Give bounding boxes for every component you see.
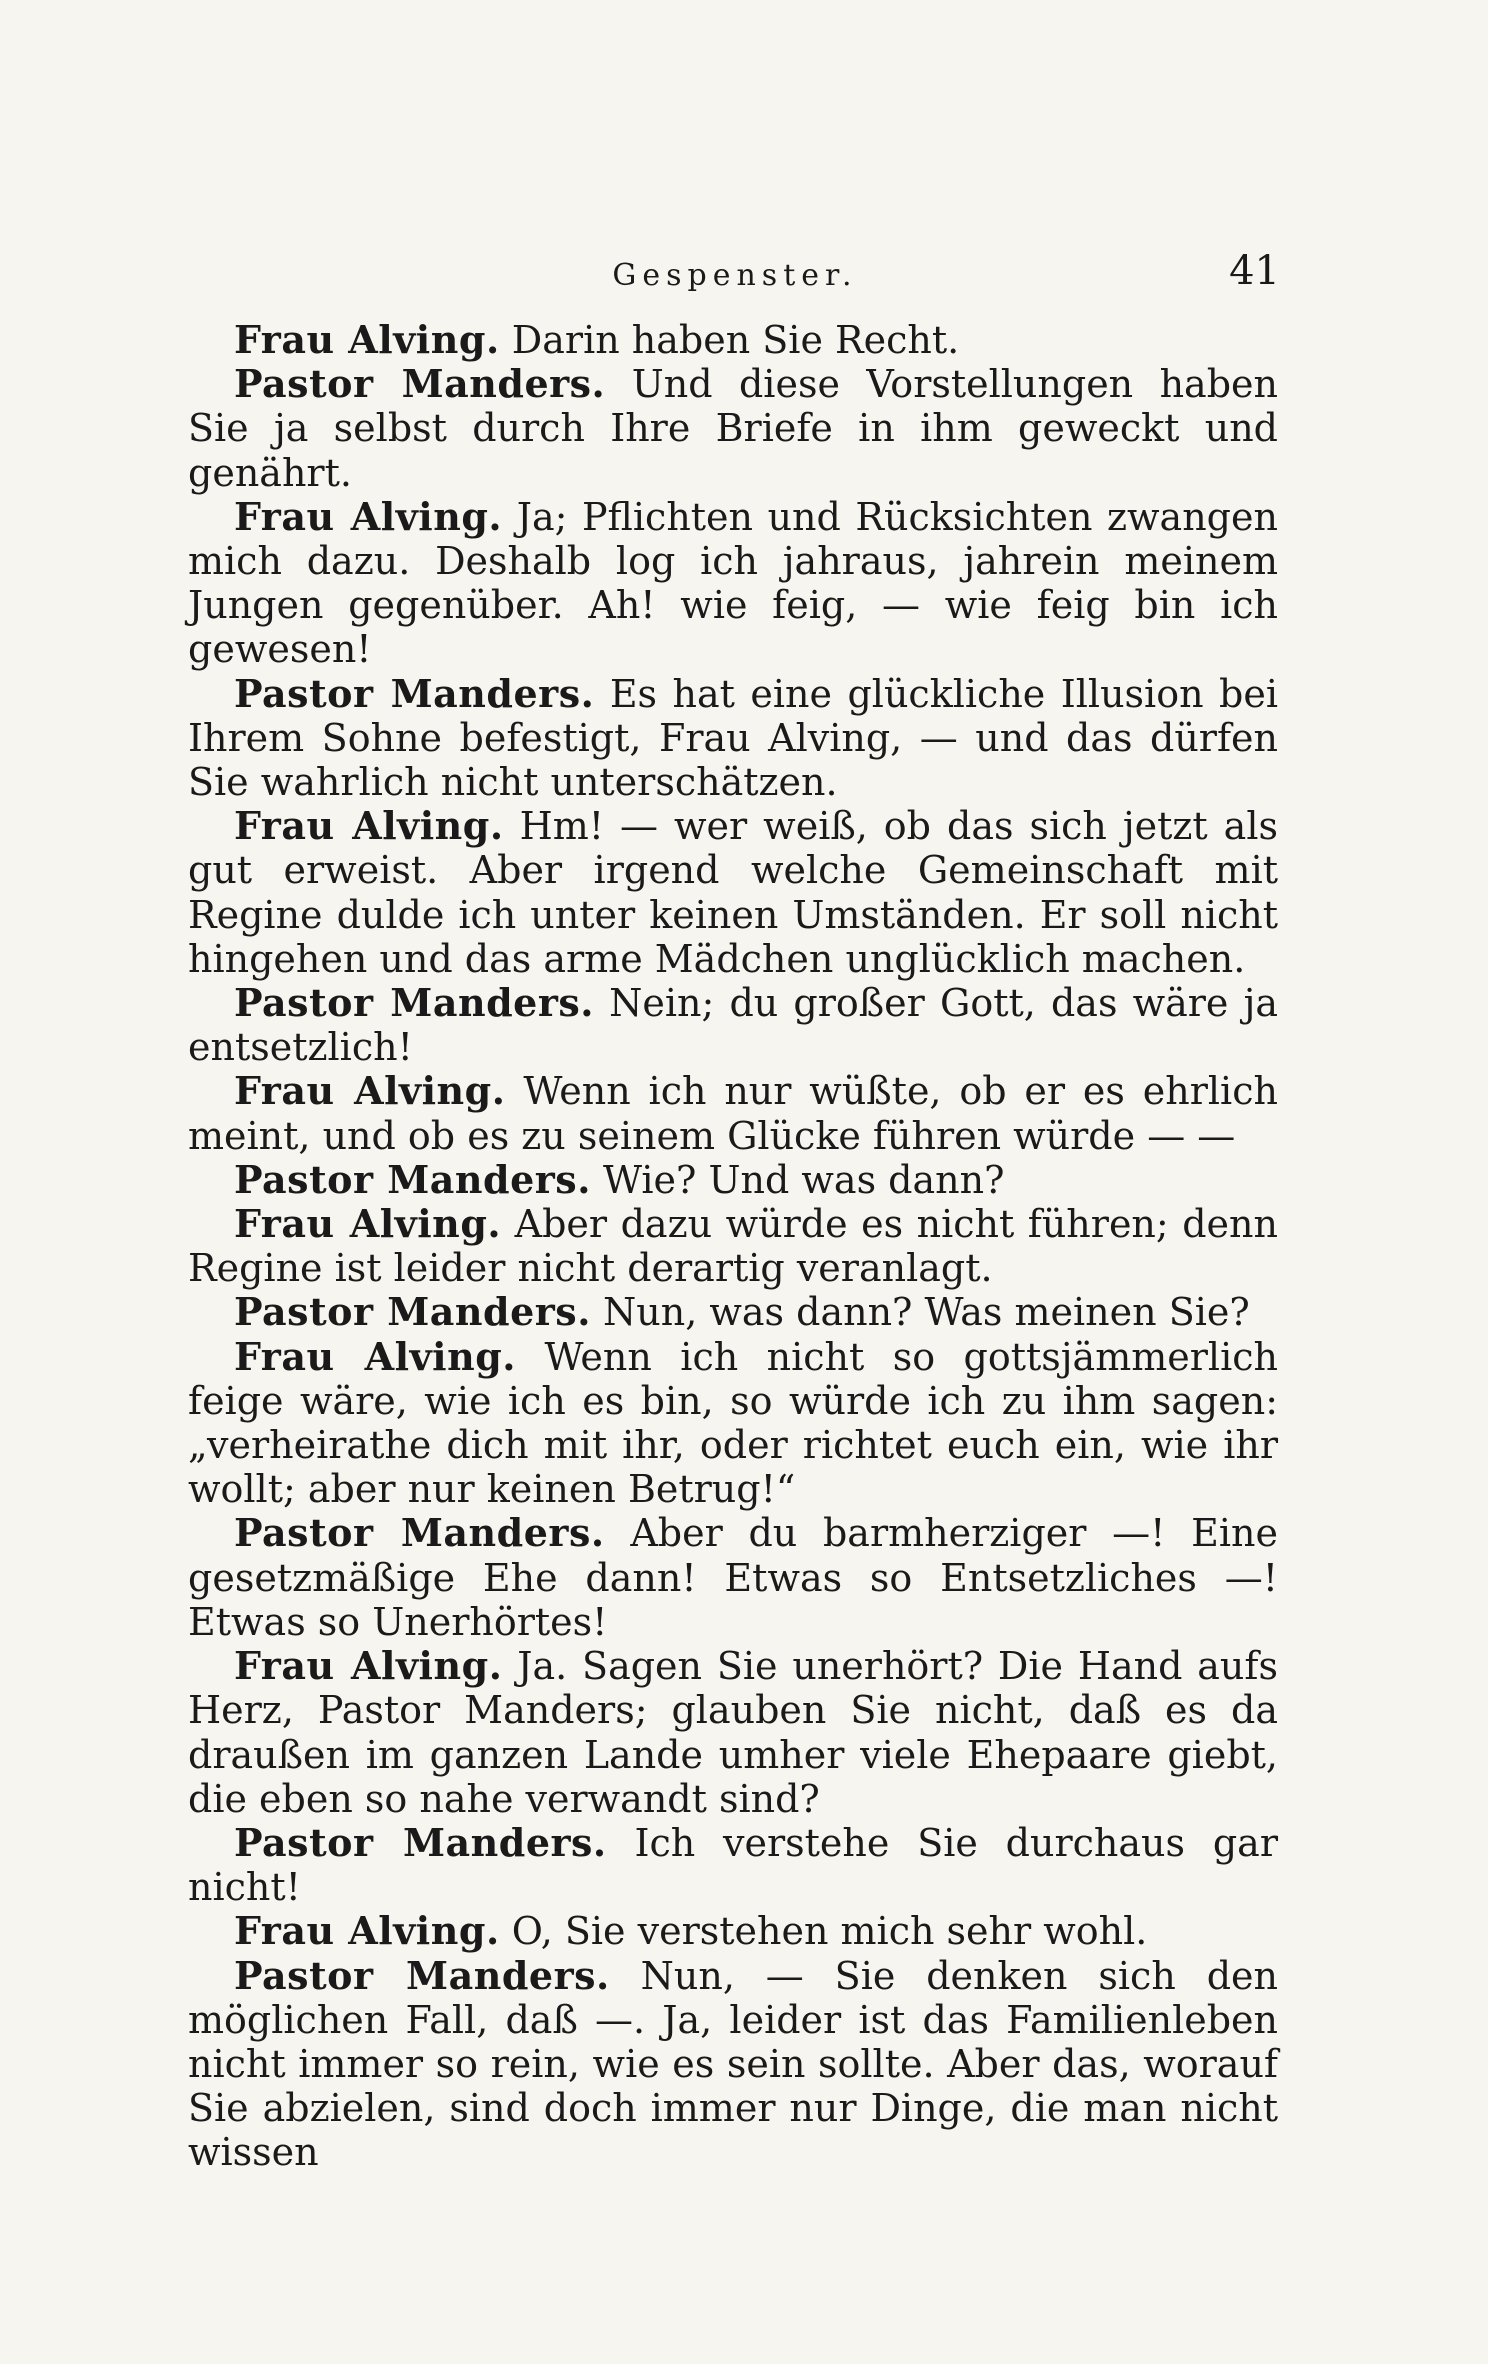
speaker-name: Pastor Manders.: [234, 1289, 591, 1335]
speech-text: Nun, — Sie denken sich den möglichen Fall, daß —. Ja, leider ist das Familienleben nicht immer so rein, wie es sein sollte. Aber das, worauf Sie abzielen, sind doch immer nur Dinge, die man nicht wissen: [188, 1953, 1278, 2175]
speech-text: Nein; du großer Gott, das wäre ja entsetzlich!: [188, 981, 1279, 1070]
speaker-name: Frau Alving.: [234, 493, 503, 539]
speaker-name: Pastor Manders.: [234, 361, 606, 407]
speech-paragraph: [188, 318, 1278, 362]
speech-paragraph: [188, 1644, 1278, 1821]
speaker-name: Frau Alving.: [234, 1201, 502, 1247]
speaker-name: Pastor Manders.: [234, 1952, 610, 1998]
speech-paragraph: [188, 1069, 1278, 1157]
speech-paragraph: [188, 1335, 1278, 1512]
speech-paragraph: [188, 362, 1278, 495]
page-number: 41: [1229, 248, 1280, 294]
speech-text: Aber du barmherziger —! Eine gesetzmäßige Ehe dann! Etwas so Entsetzliches —! Etwas so Unerhörtes!: [188, 1511, 1279, 1644]
speech-paragraph: [188, 1511, 1278, 1644]
speech-text: Es hat eine glückliche Illusion bei Ihrem Sohne befestigt, Frau Alving, — und das dürfen Sie wahrlich nicht unterschätzen.: [188, 671, 1279, 805]
speaker-name: Pastor Manders.: [234, 1510, 605, 1556]
speech-text: Hm! — wer weiß, ob das sich jetzt als gut erweist. Aber irgend welche Gemeinschaft mit Regine dulde ich unter keinen Umständen. Er soll nicht hingehen und das arme Mädchen unglücklich machen.: [188, 804, 1278, 981]
speaker-name: Frau Alving.: [234, 317, 500, 362]
speech-paragraph: [188, 1290, 1278, 1334]
speaker-name: Frau Alving.: [234, 1643, 503, 1689]
speaker-name: Frau Alving.: [234, 1908, 500, 1954]
speech-text: Wenn ich nur wüßte, ob er es ehrlich meint, und ob es zu seinem Glücke führen würde — —: [188, 1069, 1278, 1158]
speech-paragraph: [188, 1158, 1278, 1202]
speaker-name: Pastor Manders.: [234, 980, 594, 1026]
speech-text: Wie? Und was dann?: [603, 1157, 1005, 1202]
speech-text: Nun, was dann? Was meinen Sie?: [603, 1290, 1250, 1335]
speech-text: Ich verstehe Sie durchaus gar nicht!: [188, 1820, 1278, 1910]
speaker-name: Frau Alving.: [234, 803, 504, 849]
speech-text: Ja; Pflichten und Rücksichten zwangen mich dazu. Deshalb log ich jahraus, jahrein meinem Jungen gegenüber. Ah! wie feig, — wie feig bin ich gewesen!: [188, 494, 1278, 672]
speech-paragraph: [188, 672, 1278, 805]
speech-text: O, Sie verstehen mich sehr wohl.: [511, 1909, 1148, 1954]
speech-paragraph: [188, 804, 1278, 981]
page-header: [190, 248, 1280, 308]
speech-paragraph: [188, 1954, 1278, 2175]
running-title: Gespenster.: [612, 258, 858, 293]
speech-text: Darin haben Sie Recht.: [511, 318, 960, 362]
speech-text: Ja. Sagen Sie unerhört? Die Hand aufs Herz, Pastor Manders; glauben Sie nicht, daß es da draußen im ganzen Lande umher viele Ehepaare giebt, die eben so nahe verwandt sind?: [188, 1644, 1278, 1821]
speech-paragraph: [188, 1909, 1278, 1953]
speaker-name: Pastor Manders.: [234, 1819, 607, 1865]
speech-paragraph: [188, 1202, 1278, 1290]
dialogue-text: [188, 318, 1278, 2175]
speech-paragraph: [188, 495, 1278, 672]
speech-paragraph: [188, 1821, 1278, 1909]
speaker-name: Frau Alving.: [234, 1333, 517, 1379]
speaker-name: Pastor Manders.: [234, 670, 595, 716]
speech-text: Aber dazu würde es nicht führen; denn Regine ist leider nicht derartig veranlagt.: [188, 1202, 1278, 1291]
speaker-name: Frau Alving.: [234, 1068, 506, 1114]
speaker-name: Pastor Manders.: [234, 1156, 591, 1202]
speech-paragraph: [188, 981, 1278, 1069]
speech-text: Wenn ich nicht so gottsjämmerlich feige wäre, wie ich es bin, so würde ich zu ihm sagen: „verheirathe dich mit ihr, oder richtet euch ein, wie ihr wollt; aber nur keinen Betrug!“: [188, 1334, 1278, 1512]
speech-text: Und diese Vorstellungen haben Sie ja selbst durch Ihre Briefe in ihm geweckt und genährt.: [188, 362, 1279, 495]
